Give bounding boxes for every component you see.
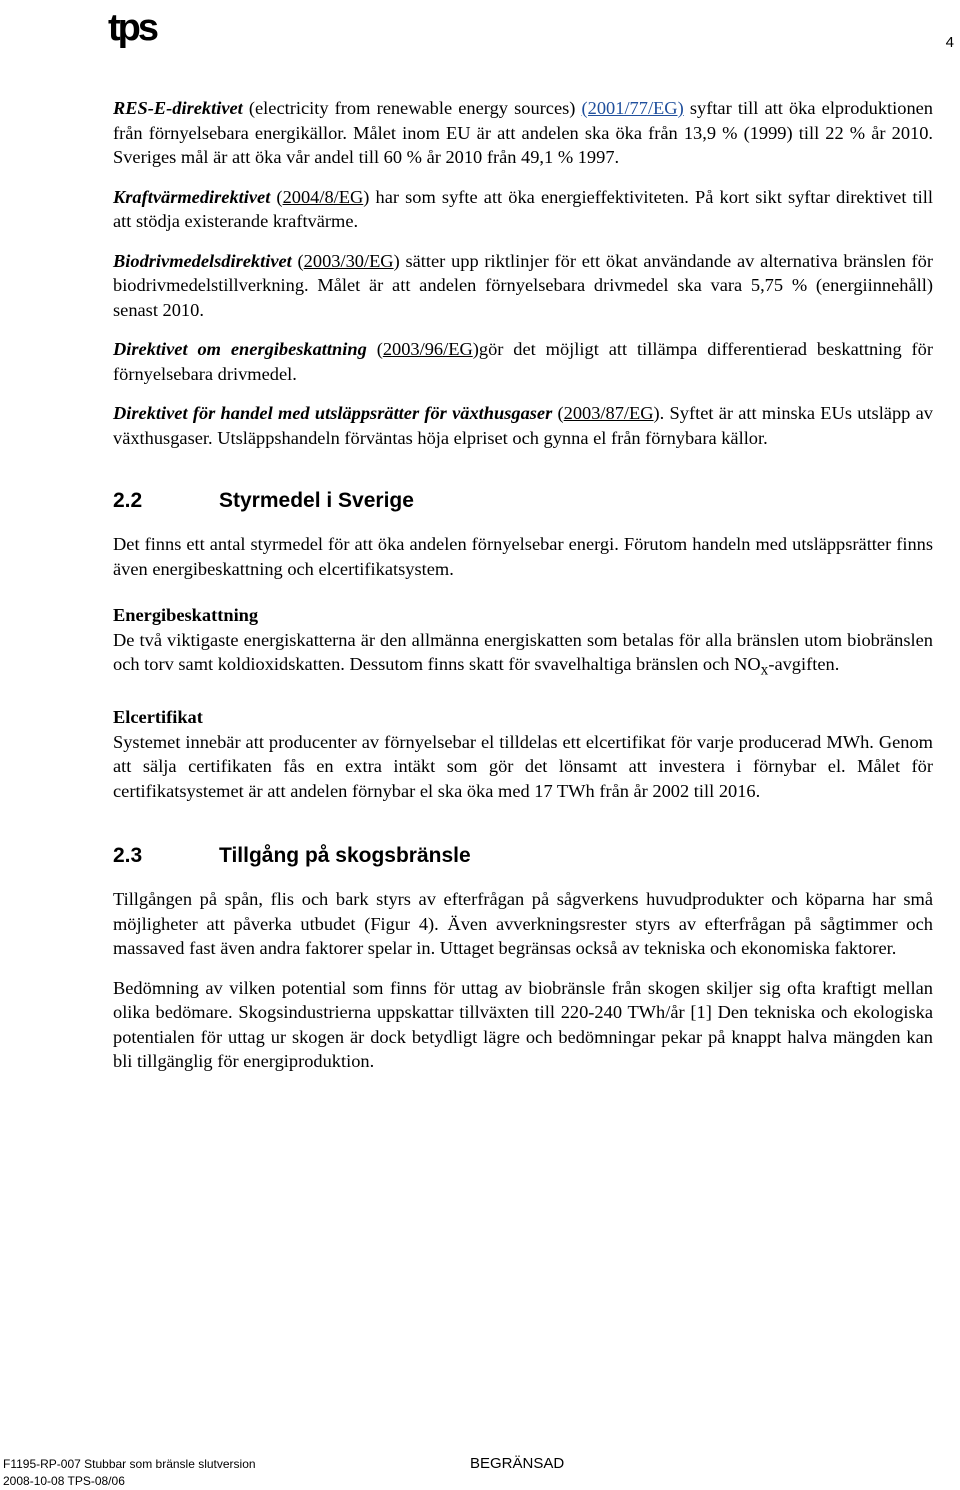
- footer-document-info: [3, 1456, 256, 1490]
- paragraph-elcertifikat: Systemet innebär att producenter av förnyelsebar el tilldelas ett elcertifikat för varje producerad MWh. Genom att sälja certifikaten fås en extra intäkt som gör det lönsamt att investera i förnybar el. Målet för certifikatsystemet är att andelen förnybar el ska öka med 17 TWh från år 2002 till 2016.: [113, 731, 933, 801]
- paragraph-handel-directive: Direktivet för handel med utsläppsrätter för växthusgaser (2003/87/EG). Syftet är att minska EUs utsläpp av växthusgaser. Utsläppshandeln förväntas höja elpriset och gynna el från förnybara källor.: [113, 403, 933, 448]
- footer-doc-id: F1195-RP-007 Stubbar som bränsle slutversion: [3, 1457, 256, 1471]
- section-heading-2-3: [113, 843, 933, 869]
- term-kraftvarme: Kraftvärmedirektivet: [113, 186, 271, 207]
- link-2004-8-eg[interactable]: 2004/8/EG: [282, 186, 364, 207]
- term-energibeskattning: Direktivet om energibeskattning: [113, 339, 367, 359]
- paragraph-energibeskattning-directive: Direktivet om energibeskattning (2003/96/EG)gör det möjligt att tillämpa differentierad beskattning för förnyelsebara drivmedel.: [113, 339, 933, 384]
- svg-text:tps: tps: [108, 7, 156, 49]
- link-2001-77-eg[interactable]: (2001/77/EG): [581, 98, 684, 118]
- company-logo: [108, 2, 164, 61]
- term-handel: Direktivet för handel med utsläppsrätter för växthusgaser: [113, 403, 553, 423]
- page-number: 4: [945, 34, 954, 51]
- subheading-energibeskattning: Energibeskattning: [113, 605, 259, 625]
- link-2003-30-eg[interactable]: 2003/30/EG: [303, 250, 394, 271]
- paragraph-kraftvarme-directive: Kraftvärmedirektivet (2004/8/EG) har som syfte att öka energieffektiviteten. På kort sikt syftar direktivet till att stödja existerande kraftvärme.: [113, 186, 933, 231]
- paragraph-tillgang-1: Tillgången på spån, flis och bark styrs av efterfrågan på sågverkens huvudprodukter och köparna har små möjligheter att påverka utbudet (Figur 4). Även avverkningsrester styrs av efterfrågan på sågtimmer och massaved fast även andra faktorer spelar in. Uttaget begränsas också av tekniska och ekonomiska faktorer.: [113, 889, 933, 959]
- paragraph-styrmedel-intro: Det finns ett antal styrmedel för att öka andelen förnyelsebar energi. Förutom handeln med utsläppsrätter finns även energibeskattning och elcertifikatsystem.: [113, 534, 933, 579]
- term-res: RES-E-direktivet: [113, 98, 243, 118]
- section-number: 2.2: [113, 489, 143, 512]
- link-2003-96-eg[interactable]: 2003/96/EG: [382, 339, 473, 359]
- page-content: [113, 96, 933, 1089]
- section-heading-2-2: [113, 488, 933, 514]
- link-2003-87-eg[interactable]: 2003/87/EG: [563, 403, 654, 423]
- paragraph-res-directive: RES-E-direktivet (electricity from renewable energy sources) (2001/77/EG) syftar till att öka elproduktionen från förnyelsebara energikällor. Målet inom EU är att andelen ska öka från 13,9 % (1999) till 22 % år 2010. Sveriges mål är att öka vår andel till 60 % år 2010 från 49,1 % 1997.: [113, 98, 934, 167]
- section-title: Styrmedel i Sverige: [219, 489, 414, 512]
- footer-classification: BEGRÄNSAD: [470, 1455, 565, 1472]
- paragraph-biodrivmedel-directive: Biodrivmedelsdirektivet (2003/30/EG) sätter upp riktlinjer för ett ökat användande av alternativa bränslen för biodrivmedelstillverkning. Målet är att andelen förnyelsebara drivmedel ska vara 5,75 % (energiinnehåll) senast 2010.: [113, 250, 933, 320]
- section-title: Tillgång på skogsbränsle: [219, 844, 471, 868]
- term-biodrivmedel: Biodrivmedelsdirektivet: [113, 250, 292, 271]
- footer-date-ref: 2008-10-08 TPS-08/06: [3, 1474, 125, 1488]
- paragraph-tillgang-2: Bedömning av vilken potential som finns för uttag av biobränsle från skogen skiljer sig ofta kraftigt mellan olika bedömare. Skogsindustrierna uppskattar tillväxten till 220-240 TWh/år [1] Den tekniska och ekologiska potentialen för uttag ur skogen är dock betydligt lägre och bedömningar pekar på knappt halva mängden kan bli tillgänglig för energiproduktion.: [113, 977, 933, 1072]
- section-number: 2.3: [113, 844, 143, 868]
- paragraph-energibeskattning: De två viktigaste energiskatterna är den allmänna energiskatten som betalas för alla bränslen utom biobränslen och torv samt koldioxidskatten. Dessutom finns skatt för svavelhaltiga bränslen och $NO_x$-avgiften.: [113, 629, 933, 679]
- subheading-elcertifikat: Elcertifikat: [113, 707, 203, 728]
- tps-logo-icon: [108, 2, 164, 56]
